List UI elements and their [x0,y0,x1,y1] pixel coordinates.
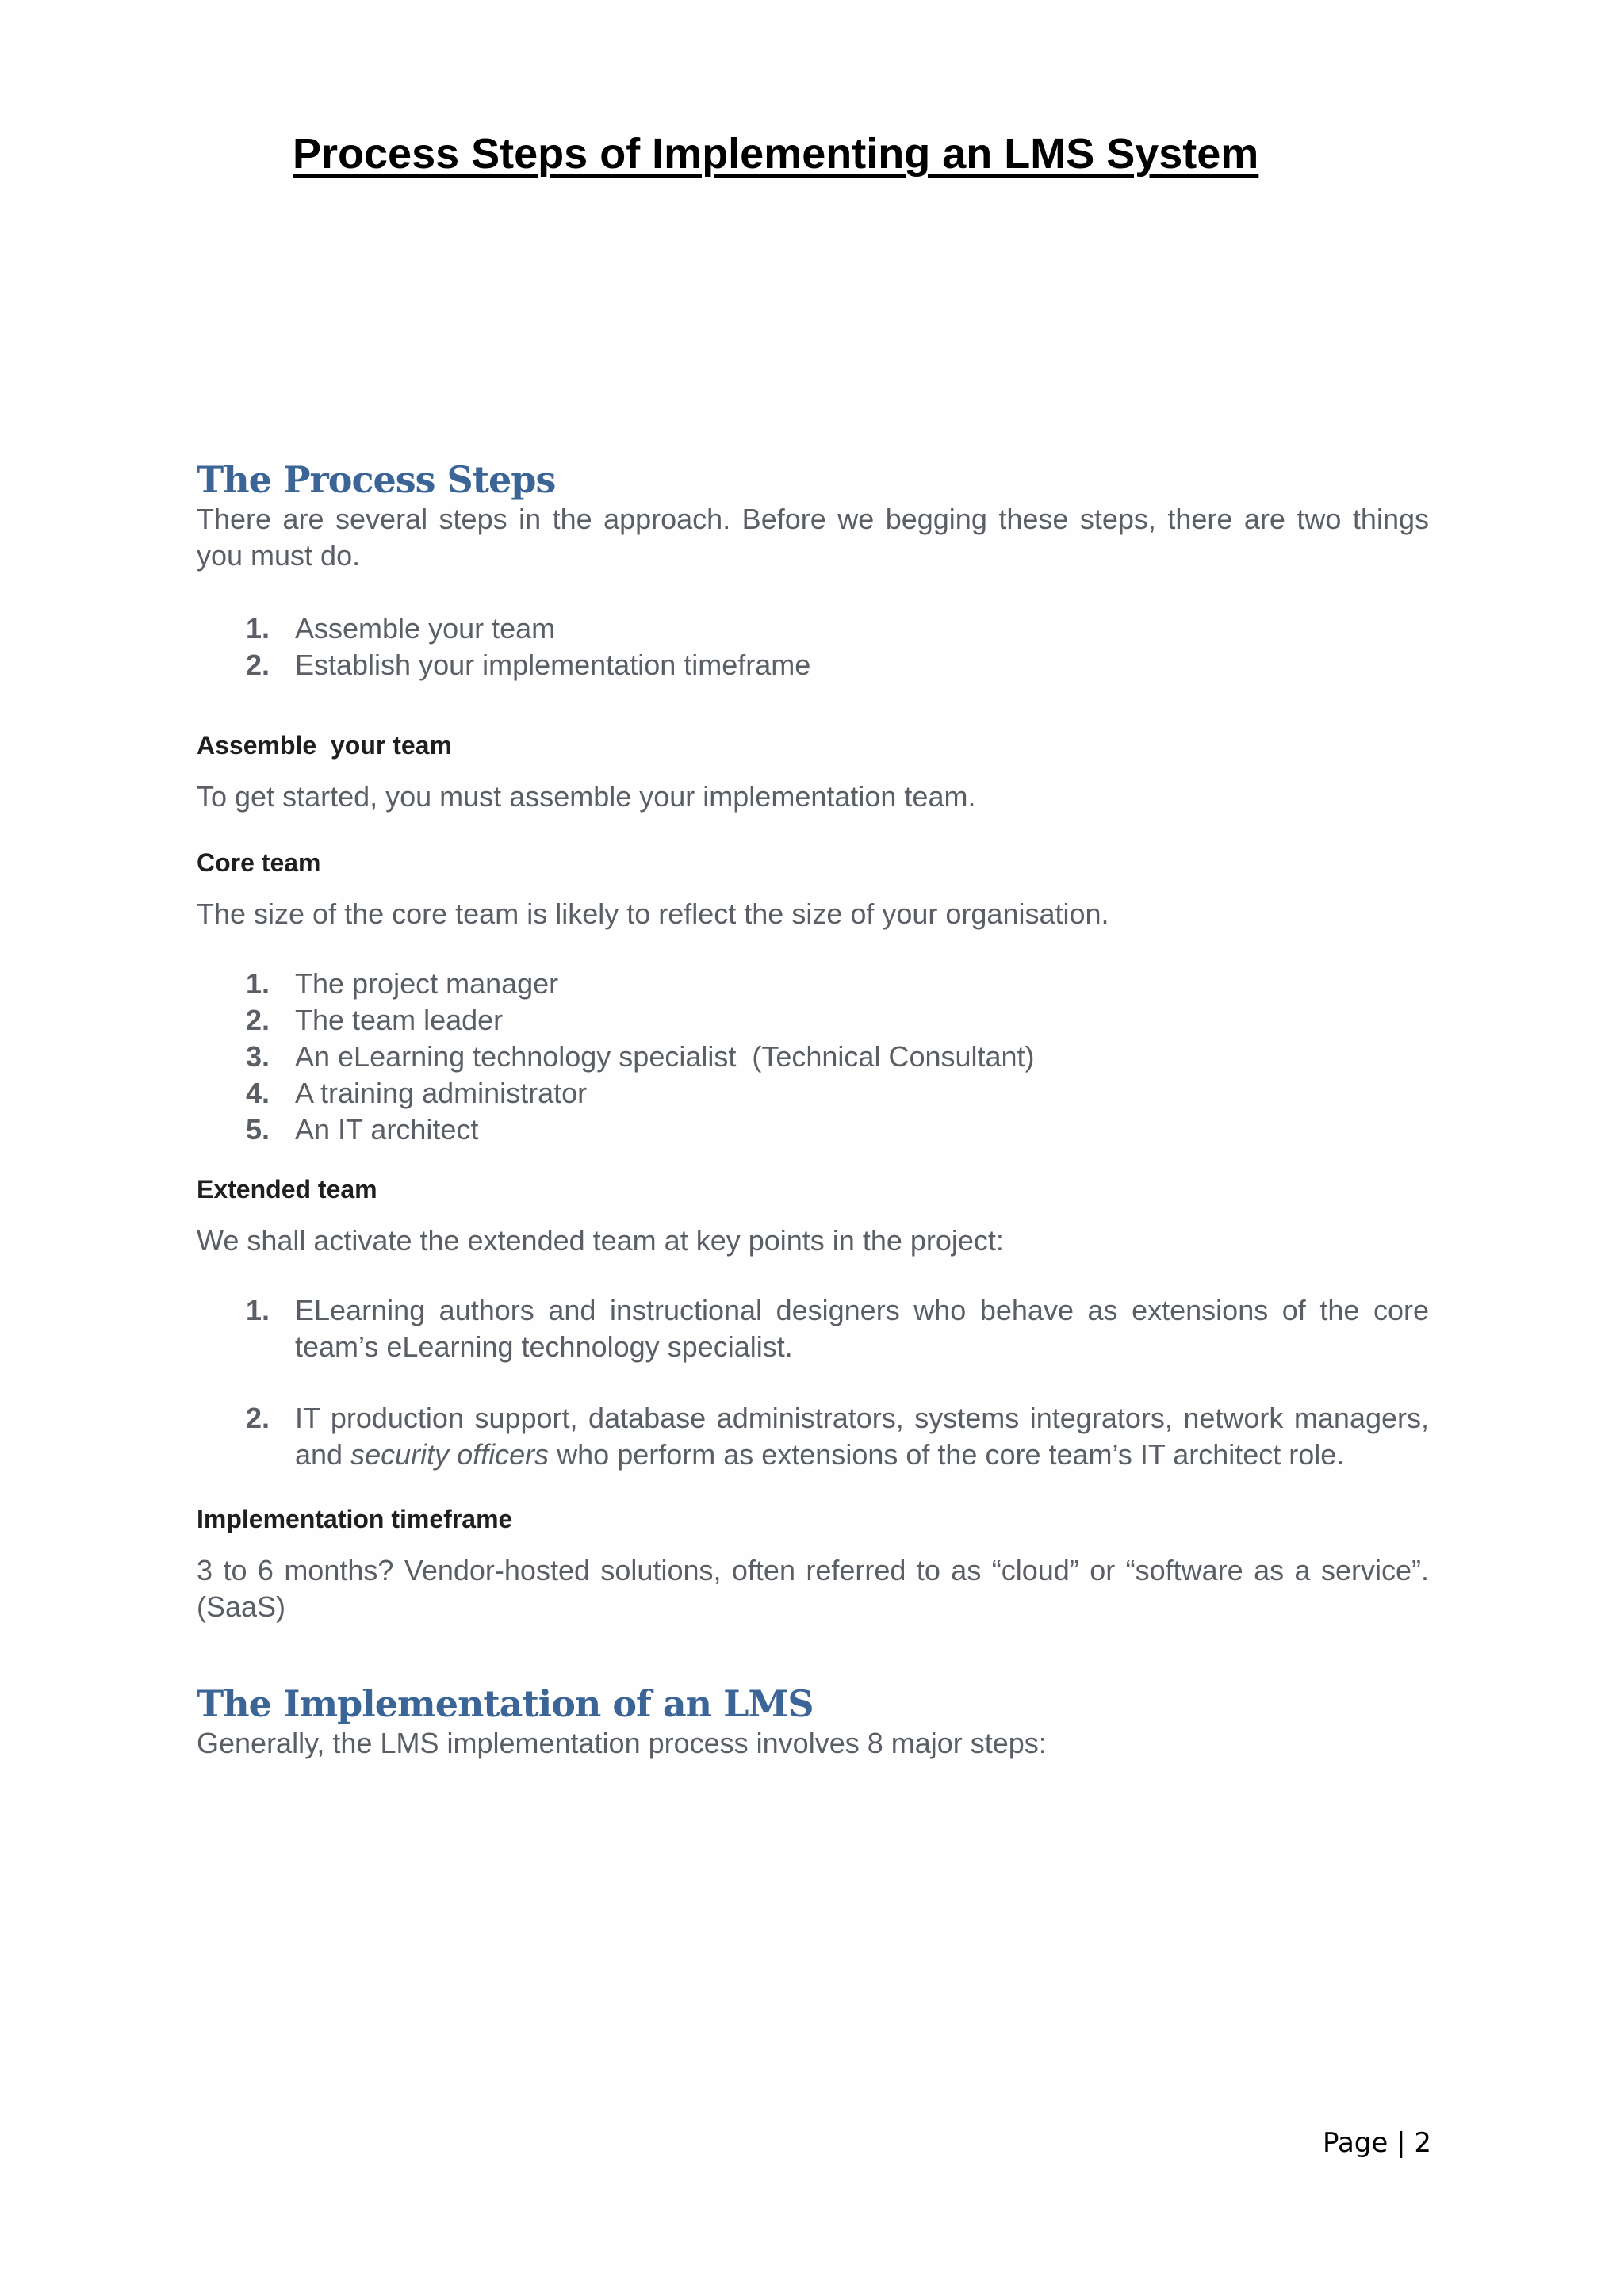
list-item-text: Establish your implementation timeframe [295,649,811,681]
document-content [197,452,1429,1762]
list-item-text: An eLearning technology specialist (Technical Consultant) [295,1040,1035,1073]
list-item-text: A training administrator [295,1077,588,1109]
document-title: Process Steps of Implementing an LMS System [293,130,1259,178]
process-steps-list [197,610,1429,683]
section-heading-process-steps: The Process Steps [197,458,556,501]
list-item [197,1075,1429,1112]
list-number: 1. [246,967,270,1000]
subheading-implementation-timeframe: Implementation timeframe [197,1505,513,1533]
assemble-team-text: To get started, you must assemble your implementation team. [197,780,976,813]
subheading-core-team: Core team [197,848,321,877]
subheading-assemble-team: Assemble your team [197,731,452,760]
list-item-text: IT production support, database administrators, systems integrators, network managers, and [295,1402,1429,1471]
core-team-list [197,966,1429,1148]
list-item [197,1400,1429,1473]
list-item [197,610,1429,647]
implementation-text: Generally, the LMS implementation process involves 8 major steps: [197,1727,1047,1759]
list-number: 1. [246,612,270,645]
section-heading-implementation: The Implementation of an LMS [197,1682,814,1725]
list-item-text: An IT architect [295,1113,479,1146]
list-item [197,647,1429,683]
list-number: 2. [246,1004,270,1036]
list-number: 2. [246,1402,270,1434]
list-item [197,1039,1429,1075]
subheading-extended-team: Extended team [197,1175,377,1203]
page-number: Page | 2 [1322,2127,1431,2159]
list-item-text: ELearning authors and instructional designers who behave as extensions of the core team’s eLearning technology specialist. [295,1294,1429,1363]
timeframe-text: 3 to 6 months? Vendor-hosted solutions, often referred to as “cloud” or “software as a service”.(SaaS) [197,1554,1429,1623]
extended-team-text: We shall activate the extended team at key points in the project: [197,1224,1004,1257]
list-number: 3. [246,1040,270,1073]
list-item-text: The project manager [295,967,559,1000]
list-item [197,1002,1429,1039]
list-number: 5. [246,1113,270,1146]
list-item-emphasis: security officers [350,1438,550,1471]
core-team-text: The size of the core team is likely to reflect the size of your organisation. [197,897,1109,930]
list-number: 4. [246,1077,270,1109]
process-steps-intro: There are several steps in the approach. Before we begging these steps, there are two things you must do. [197,503,1429,572]
list-item-text: who perform as extensions of the core team’s IT architect role. [549,1438,1345,1471]
list-item-text: Assemble your team [295,612,556,645]
list-item-text: The team leader [295,1004,504,1036]
extended-team-list [197,1292,1429,1473]
list-item [197,1292,1429,1365]
list-item [197,1112,1429,1148]
list-number: 2. [246,649,270,681]
list-item [197,966,1429,1002]
list-number: 1. [246,1294,270,1326]
